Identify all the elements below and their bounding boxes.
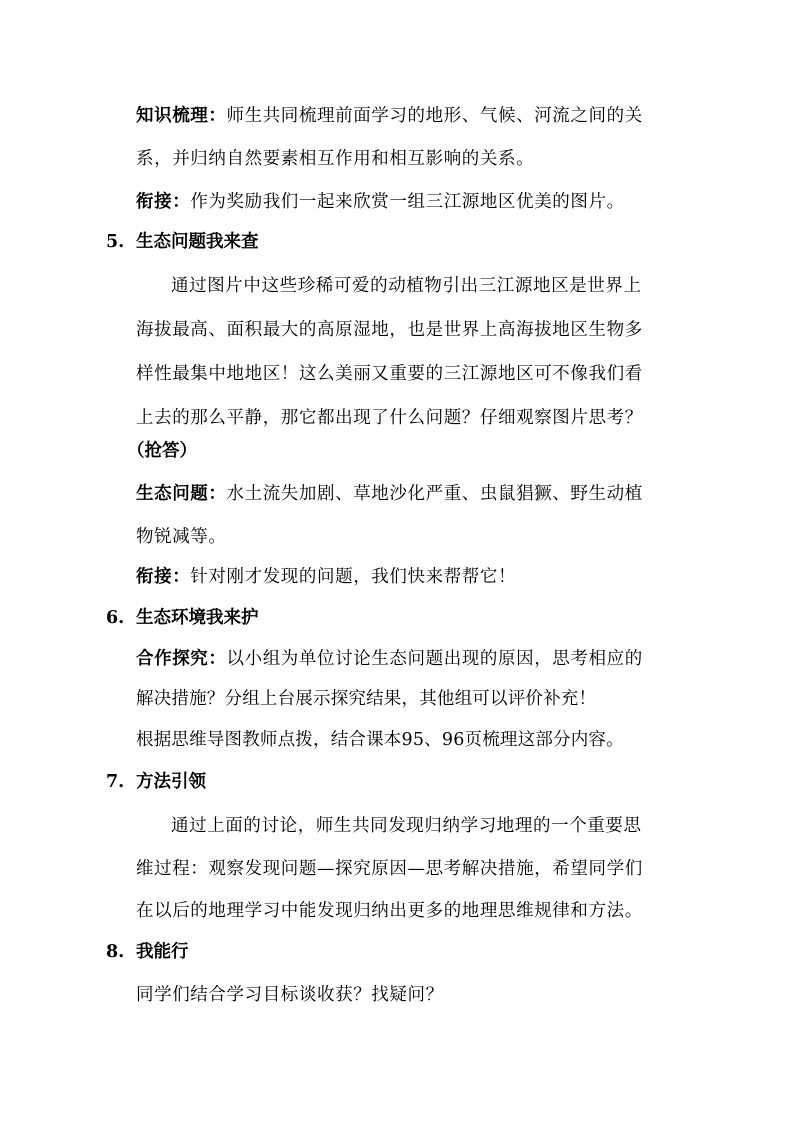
section-7-title: 方法引领 bbox=[136, 772, 206, 792]
ecology-problem-text-1: 水土流失加剧、草地沙化严重、虫鼠猖獗、野生动植 bbox=[226, 484, 643, 504]
section-7-para-line-3: 在以后的地理学习中能发现归纳出更多的地理思维规律和方法。 bbox=[136, 901, 643, 921]
section-7-para-line-1: 通过上面的讨论，师生共同发现归纳学习地理的一个重要思 bbox=[171, 816, 642, 836]
cooperative-inquiry-line-1 bbox=[136, 647, 643, 671]
section-7-number: 7. bbox=[106, 772, 125, 792]
transition-paragraph-2 bbox=[136, 565, 516, 589]
section-8-number: 8. bbox=[106, 942, 125, 962]
section-5-para-line-3: 样性最集中地地区！这么美丽又重要的三江源地区可不像我们看 bbox=[136, 364, 643, 384]
transition-label-2: 衔接： bbox=[136, 567, 191, 587]
transition-text-2: 针对刚才发现的问题，我们快来帮帮它！ bbox=[190, 567, 517, 587]
section-6-guidance-line: 根据思维导图教师点拨，结合课本95、96页梳理这部分内容。 bbox=[136, 730, 624, 750]
section-5-para-line-4: 上去的那么平静，那它都出现了什么问题？仔细观察图片思考？ bbox=[136, 408, 643, 428]
cooperative-inquiry-label: 合作探究： bbox=[136, 649, 227, 669]
section-5-para-line-2: 海拔最高、面积最大的高原湿地，也是世界上高海拔地区生物多 bbox=[136, 320, 643, 340]
knowledge-summary-line-1 bbox=[136, 104, 643, 128]
section-5-number: 5. bbox=[106, 232, 125, 252]
transition-label-1: 衔接： bbox=[136, 192, 191, 212]
section-5-quick-answer: （抢答） bbox=[127, 441, 197, 461]
section-5-para-line-1: 通过图片中这些珍稀可爱的动植物引出三江源地区是世界上 bbox=[171, 276, 642, 296]
ecology-problem-line-2: 物锐减等。 bbox=[136, 527, 227, 547]
section-6-title: 生态环境我来护 bbox=[136, 608, 259, 628]
cooperative-inquiry-line-2: 解决措施？分组上台展示探究结果，其他组可以评价补充！ bbox=[136, 689, 597, 709]
section-8-title: 我能行 bbox=[136, 942, 189, 962]
ecology-problem-line-1 bbox=[136, 482, 643, 506]
knowledge-summary-text-1: 师生共同梳理前面学习的地形、气候、河流之间的关 bbox=[226, 106, 643, 126]
knowledge-summary-line-2: 系，并归纳自然要素相互作用和相互影响的关系。 bbox=[136, 149, 535, 169]
ecology-problem-label: 生态问题： bbox=[136, 484, 227, 504]
transition-paragraph-1 bbox=[136, 190, 625, 214]
transition-text-1: 作为奖励我们一起来欣赏一组三江源地区优美的图片。 bbox=[190, 192, 625, 212]
section-6-number: 6. bbox=[106, 608, 125, 628]
cooperative-inquiry-text-1: 以小组为单位讨论生态问题出现的原因，思考相应的 bbox=[226, 649, 643, 669]
section-7-para-line-2: 维过程：观察发现问题—探究原因—思考解决措施，希望同学们 bbox=[136, 859, 643, 879]
knowledge-summary-label: 知识梳理： bbox=[136, 106, 227, 126]
section-5-title: 生态问题我来查 bbox=[136, 232, 259, 252]
section-8-text: 同学们结合学习目标谈收获？找疑问？ bbox=[136, 985, 444, 1005]
